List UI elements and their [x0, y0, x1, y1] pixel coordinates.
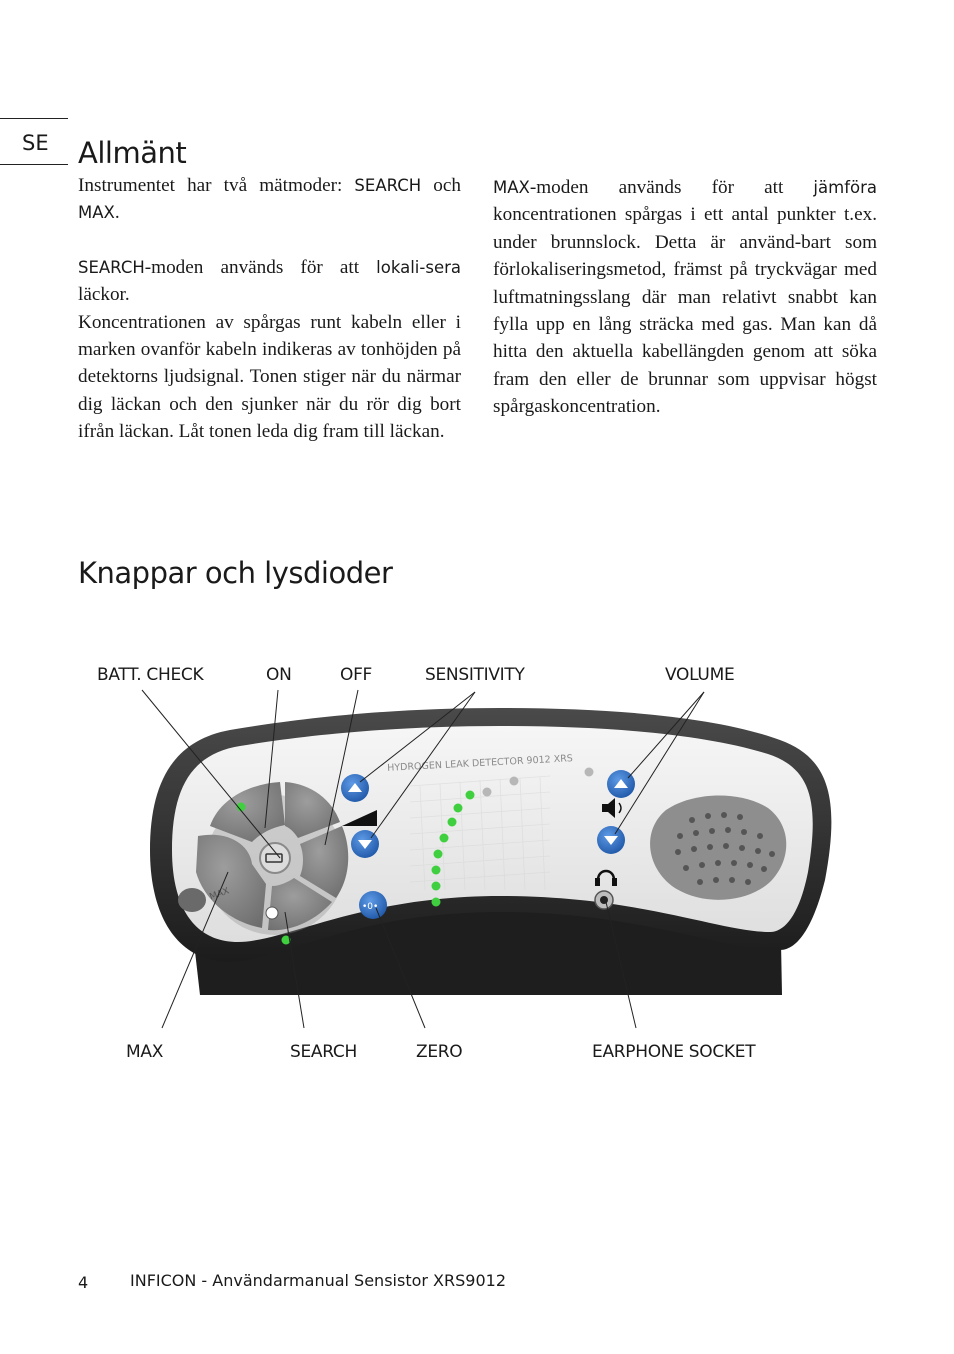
language-code: SE: [22, 131, 49, 155]
tab-rule-bottom: [0, 164, 68, 165]
keyword-search: SEARCH: [354, 176, 422, 195]
led-10: [510, 777, 519, 786]
led-2: [432, 882, 441, 891]
label-off: OFF: [340, 665, 373, 685]
led-11: [585, 768, 594, 777]
text-column-right: [493, 174, 877, 421]
keyword-search: SEARCH: [78, 257, 145, 277]
led-5: [440, 834, 449, 843]
label-zero: ZERO: [416, 1042, 463, 1062]
text-run: läckor.: [78, 284, 130, 306]
label-max: MAX: [126, 1042, 164, 1062]
text-run: -moden används för att: [144, 256, 377, 278]
paragraph-max-mode: [493, 174, 877, 421]
section-title-knappar: Knappar och lysdioder: [78, 556, 393, 590]
footer-title: INFICON - Användarmanual Sensistor XRS9012: [130, 1271, 506, 1290]
section-title-allmant: Allmänt: [78, 136, 187, 170]
keyword-jamfora: jämföra: [813, 178, 877, 197]
led-4: [434, 850, 443, 859]
text-run: .: [114, 202, 120, 224]
led-6: [448, 818, 457, 827]
paragraph-modes: [78, 172, 461, 227]
device-label: HYDROGEN LEAK DETECTOR 9012 XRS: [386, 753, 574, 774]
paragraph-search-mode: [78, 254, 461, 309]
led-1: [432, 898, 441, 907]
paragraph-concentration: Koncentrationen av spårgas runt kabeln eller i marken ovanför kabeln indikeras av tonhöjden på detektorns ljudsignal. Tonen stiger när du närmar dig läckan och den sjunker när du rör dig bort ifrån läckan. Låt tonen leda dig fram till läckan.: [78, 311, 461, 443]
led-3: [432, 866, 441, 875]
side-knob: [178, 888, 206, 912]
device-illustration: [80, 650, 880, 1080]
label-batt-check: BATT. CHECK: [97, 665, 204, 685]
center-button: [260, 843, 290, 873]
text-run: koncentrationen spårgas i ett antal punkter t.ex. under brunnslock. Detta är använd-bart som förlokaliseringsmetod, främst på tryckvägar med luftmatningsslang där man relativt snabbt kan fylla upp en lång sträcka med gas. Man kan då hitta den aktuella kabellängden genom att söka fram den eller de brunnar som uppvisar högst spårgaskoncentration.: [493, 204, 877, 418]
led-9: [483, 788, 492, 797]
text-run: Instrumentet har två mätmoder:: [78, 175, 355, 196]
keyword-max: MAX: [78, 203, 115, 223]
label-volume: VOLUME: [665, 665, 735, 685]
tab-rule-top: [0, 118, 68, 119]
keyword-lokalisera: lokali-sera: [376, 257, 461, 277]
label-search: SEARCH: [290, 1042, 357, 1062]
label-earphone-socket: EARPHONE SOCKET: [592, 1042, 756, 1062]
led-8: [466, 791, 475, 800]
label-sensitivity: SENSITIVITY: [425, 665, 525, 685]
text-run: -moden används för att: [529, 177, 814, 198]
speaker-grille: [650, 795, 786, 899]
search-indicator: [266, 907, 278, 919]
text-column-left: [78, 172, 461, 446]
page-number: 4: [78, 1273, 89, 1292]
led-7: [454, 804, 463, 813]
zero-button-text: •0•: [362, 902, 379, 912]
label-on: ON: [266, 665, 292, 685]
device-figure: [80, 650, 880, 1080]
text-run: och: [421, 175, 461, 196]
max-button-text: MAX: [208, 886, 231, 903]
language-tab: [0, 118, 68, 166]
keyword-max: MAX: [493, 178, 530, 197]
